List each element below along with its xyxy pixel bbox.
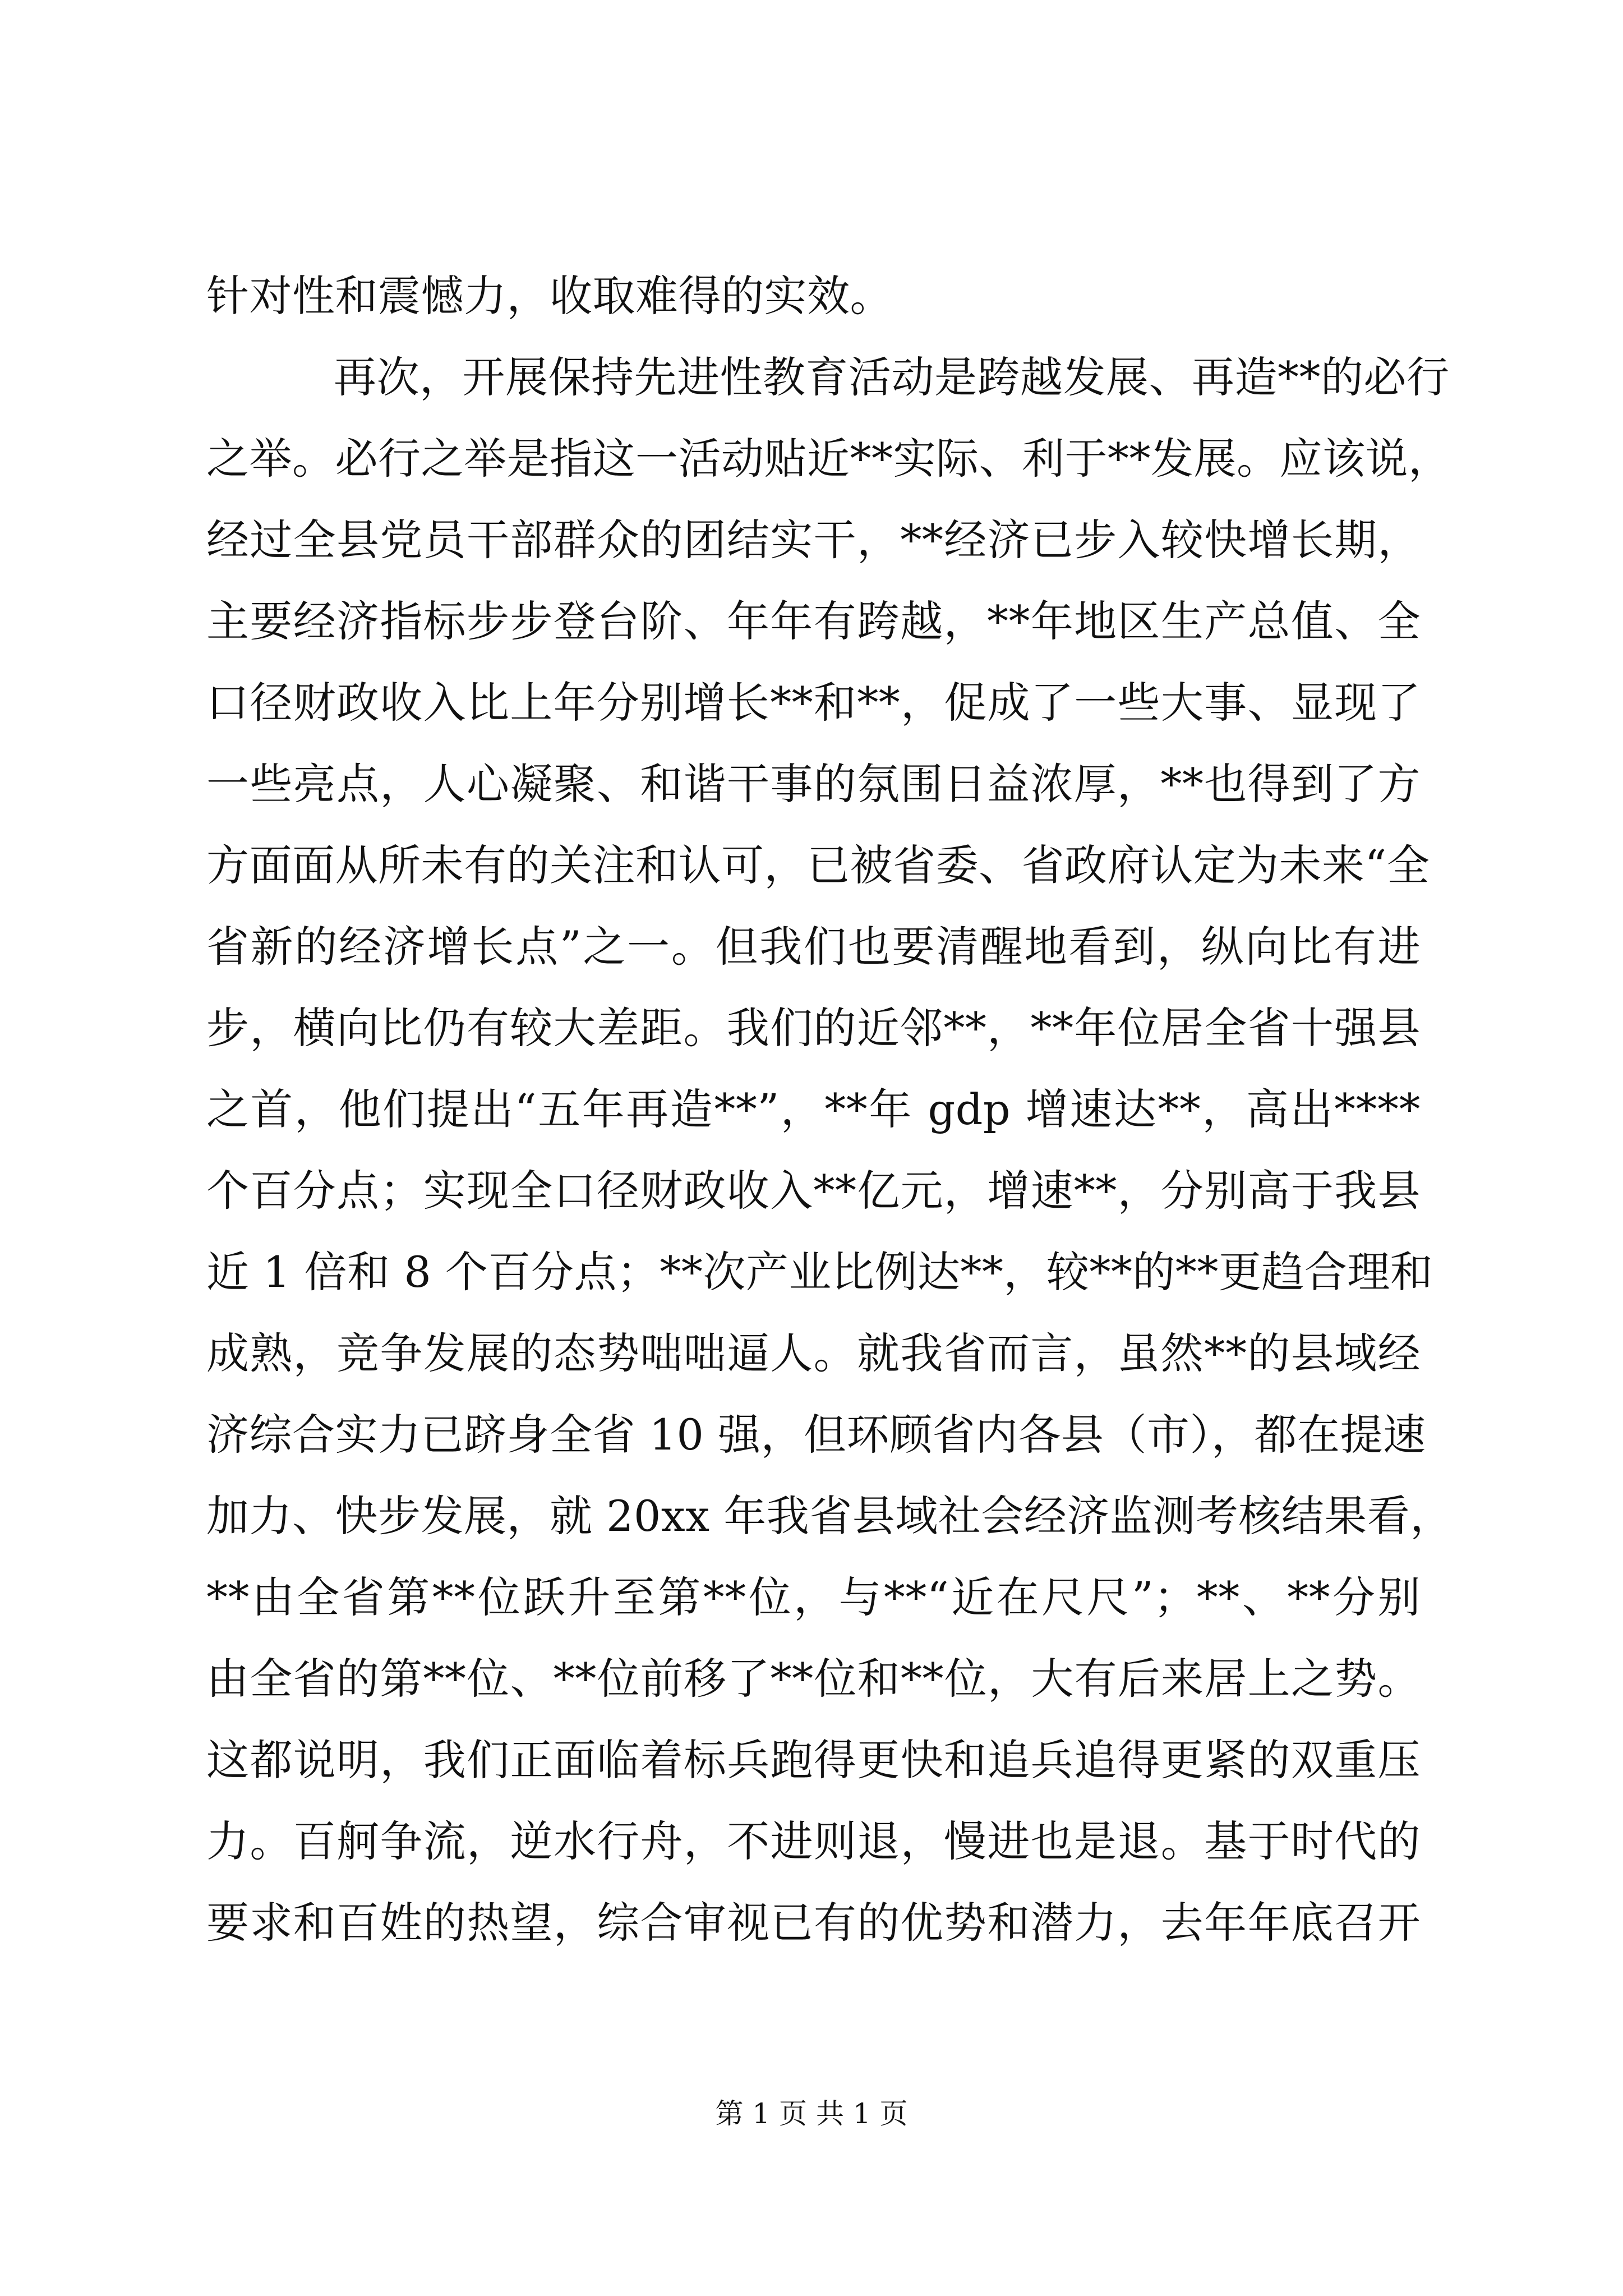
paragraph-line: 要求和百姓的热望，综合审视已有的优势和潜力，去年年底召开	[206, 1898, 1421, 1948]
paragraph-line: 经过全县党员干部群众的团结实干，**经济已步入较快增长期，	[206, 515, 1421, 565]
paragraph-line: 个百分点；实现全口径财政收入**亿元，增速**，分别高于我县	[206, 1166, 1421, 1216]
paragraph-line: 针对性和震憾力，收取难得的实效。	[206, 271, 893, 321]
paragraph-line: 之举。必行之举是指这一活动贴近**实际、利于**发展。应该说，	[206, 434, 1451, 484]
paragraph-line: 近 1 倍和 8 个百分点；**次产业比例达**，较**的**更趋合理和	[206, 1247, 1433, 1297]
paragraph-line: 主要经济指标步步登台阶、年年有跨越，**年地区生产总值、全	[206, 596, 1421, 646]
paragraph-line: 济综合实力已跻身全省 10 强，但环顾省内各县（市），都在提速	[206, 1410, 1426, 1460]
paragraph-line: 步，横向比仍有较大差距。我们的近邻**，**年位居全省十强县	[206, 1003, 1421, 1053]
paragraph-line: 由全省的第**位、**位前移了**位和**位，大有后来居上之势。	[206, 1654, 1421, 1704]
paragraph-line: 力。百舸争流，逆水行舟，不进则退，慢进也是退。基于时代的	[206, 1816, 1421, 1866]
document-body	[206, 255, 1453, 1963]
paragraph-line: 省新的经济增长点”之一。但我们也要清醒地看到，纵向比有进	[206, 922, 1421, 972]
paragraph-line: 成熟，竞争发展的态势咄咄逼人。就我省而言，虽然**的县域经	[206, 1328, 1421, 1378]
paragraph-line: 方面面从所未有的关注和认可，已被省委、省政府认定为未来“全	[206, 840, 1430, 890]
paragraph-line: 再次，开展保持先进性教育活动是跨越发展、再造**的必行	[334, 352, 1450, 402]
paragraph-line: 这都说明，我们正面临着标兵跑得更快和追兵追得更紧的双重压	[206, 1735, 1421, 1785]
paragraph-line: **由全省第**位跃升至第**位，与**“近在尺尺”；**、**分别	[206, 1572, 1421, 1622]
paragraph-line: 加力、快步发展，就 20xx 年我省县域社会经济监测考核结果看，	[206, 1491, 1453, 1541]
paragraph-line: 口径财政收入比上年分别增长**和**，促成了一些大事、显现了	[206, 678, 1421, 728]
paragraph-line: 之首，他们提出“五年再造**”，**年 gdp 增速达**，高出****	[206, 1084, 1421, 1134]
paragraph-line: 一些亮点，人心凝聚、和谐干事的氛围日益浓厚，**也得到了方	[206, 759, 1421, 809]
page-number-footer: 第 1 页 共 1 页	[715, 2097, 908, 2130]
